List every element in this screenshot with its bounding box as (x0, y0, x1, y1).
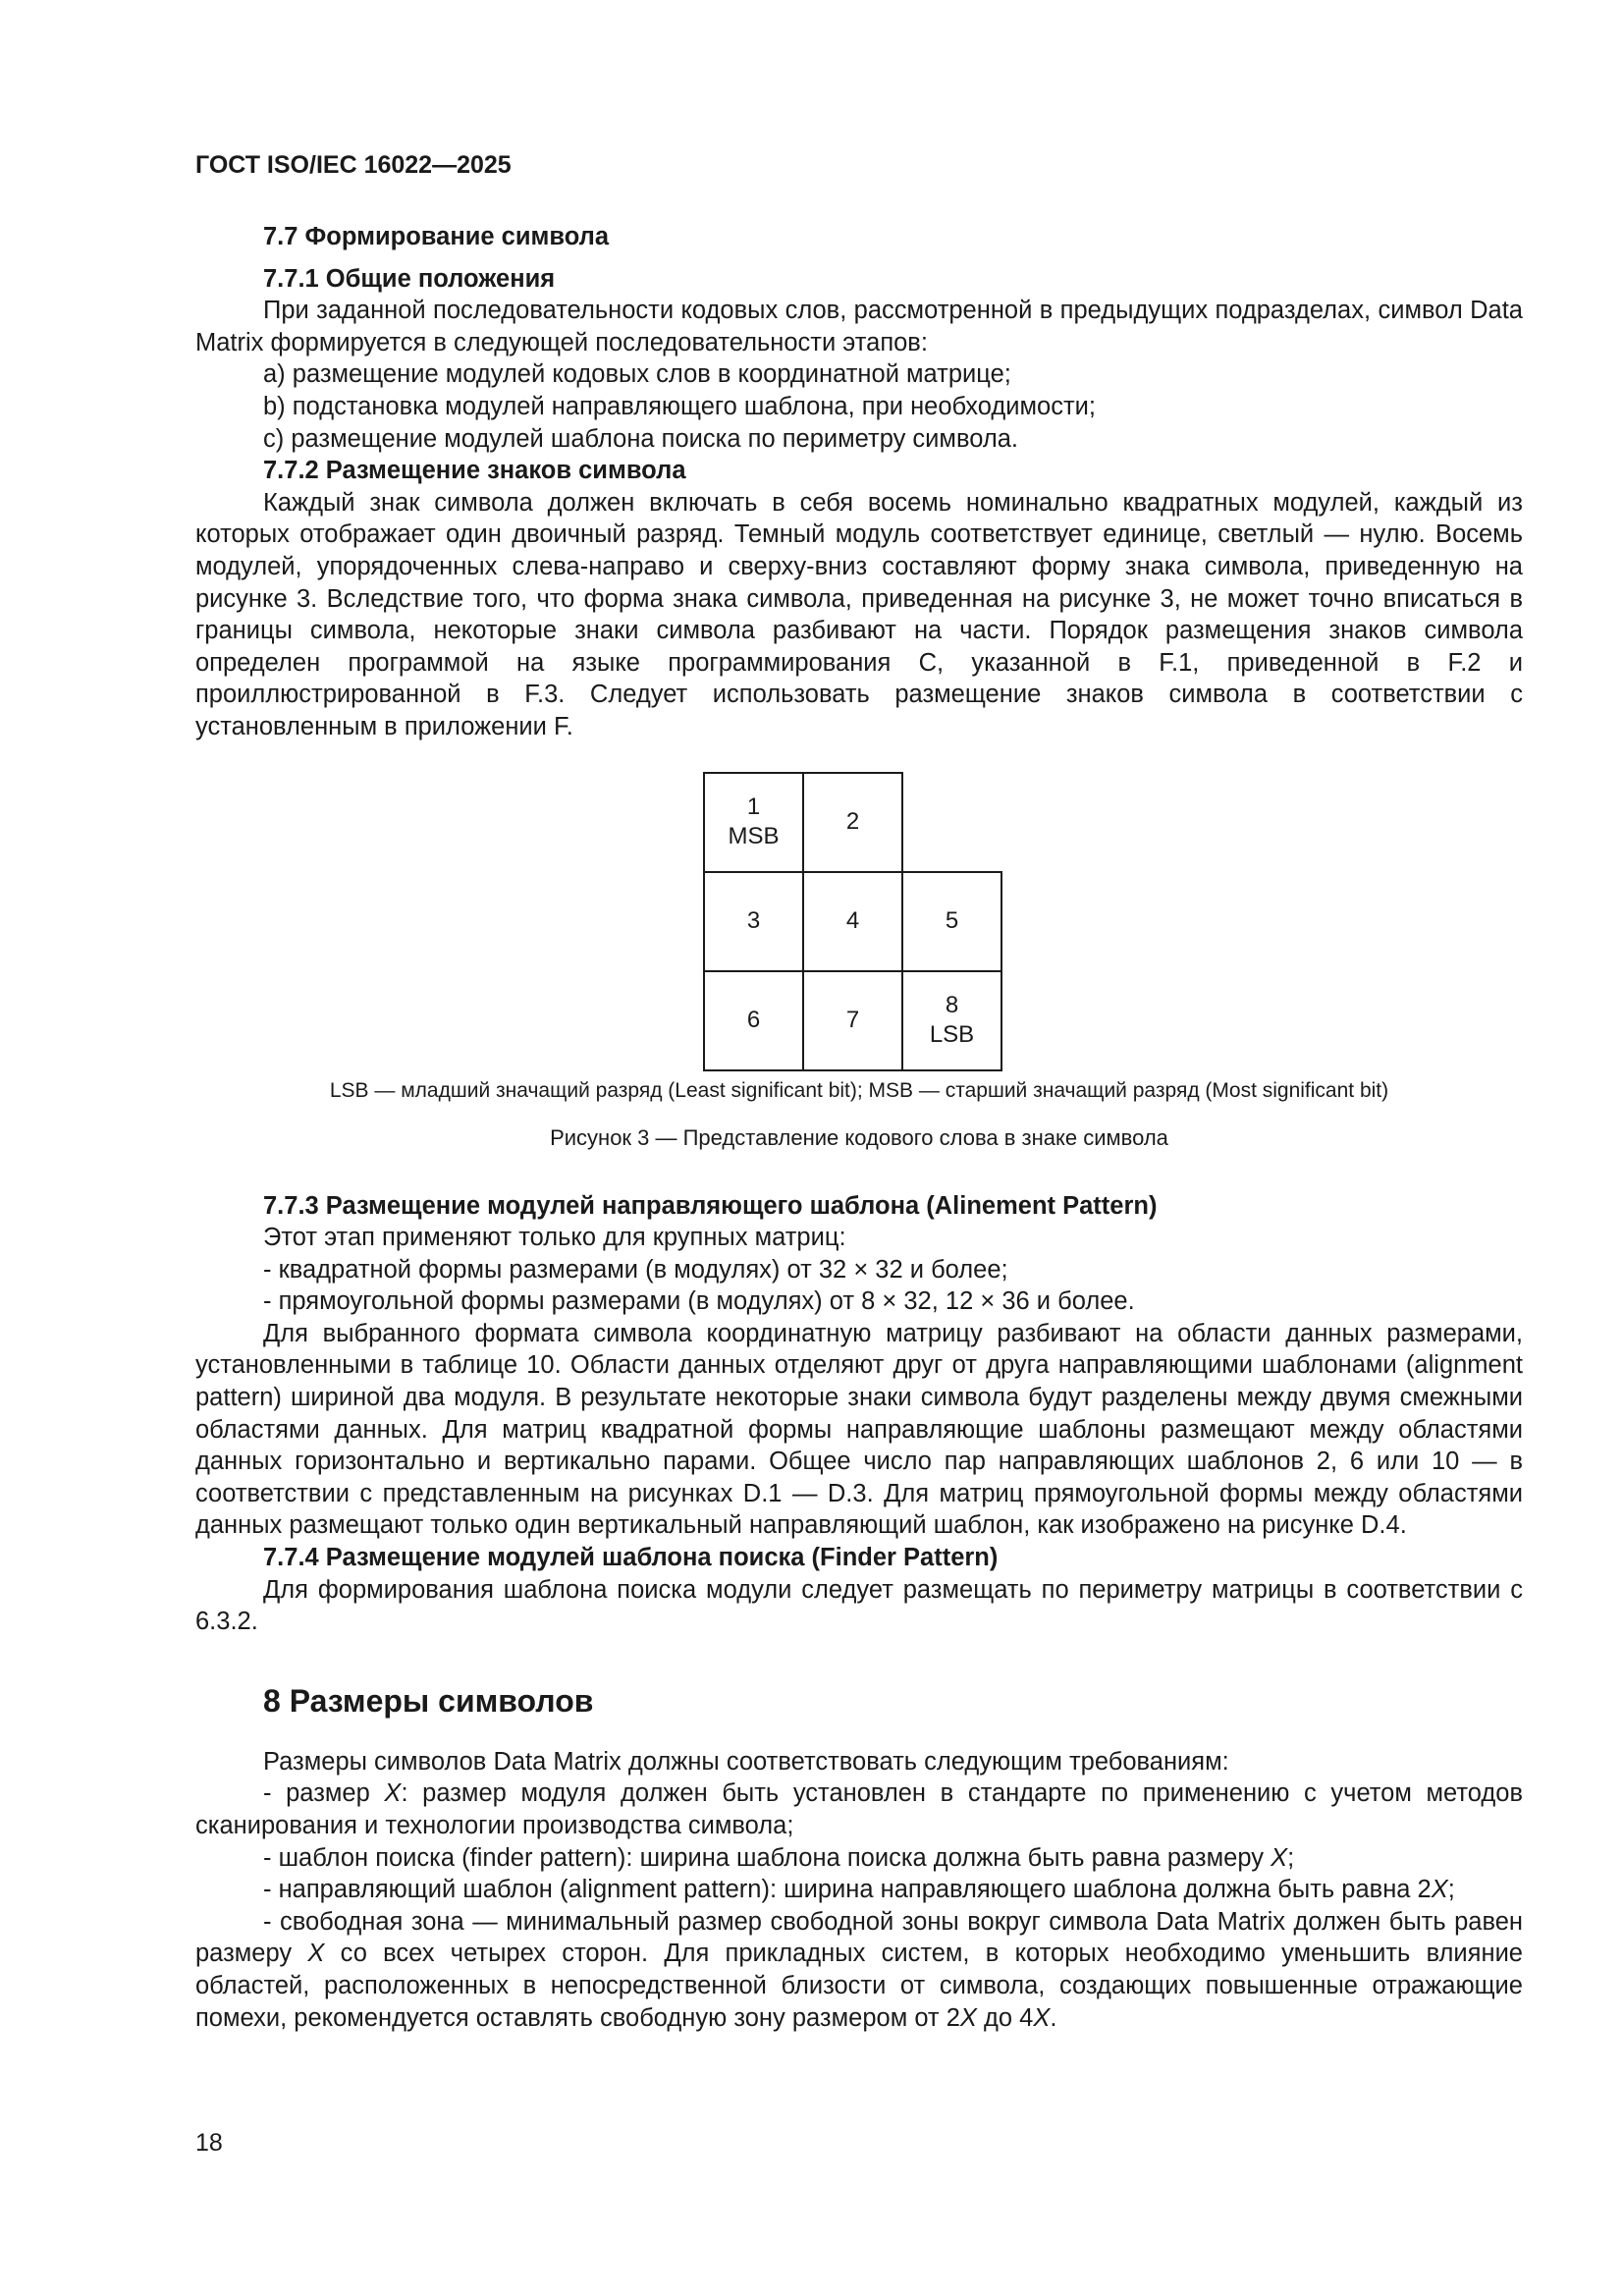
grid-cell-4 (802, 871, 903, 972)
lsb-label: LSB (929, 1021, 975, 1048)
requirement-alignment-pattern: - направляющий шаблон (alignment pattern): ширина направляющего шаблона должна быть равна 2X; (263, 1876, 1455, 1904)
figure-3 (195, 743, 1523, 1190)
section-7-7-3-heading: 7.7.3 Размещение модулей направляющего шаблона (Alinement Pattern) (263, 1191, 1158, 1220)
cell-number: 6 (746, 1007, 761, 1033)
list-item-a: а) размещение модулей кодовых слов в координатной матрице; (263, 360, 1011, 389)
list-item-b: b) подстановка модулей направляющего шаблона, при необходимости; (263, 392, 1096, 420)
section-8-heading: 8 Размеры символов (263, 1682, 594, 1719)
page-number: 18 (195, 2129, 223, 2157)
cell-number: 4 (845, 907, 860, 934)
section-7-7-2-paragraph: Каждый знак символа должен включать в себя восемь номинально квадратных модулей, каждый из которых отображает один двоичный разряд. Темный модуль соответствует единице, светлый — нулю. Восемь модулей, упорядоченных слева-направо и сверху-вниз составляют форму знака символа, приведенную на рисунке 3. Вследствие того, что форма знака символа, приведенная на рисунке 3, не может точно вписаться в границы символа, некоторые знаки символа разбивают на части. Порядок размещения знаков символа определен программой на языке программирования С, указанной в F.1, приведенной в F.2 и проиллюстрированной в F.3. Следует использовать размещение знаков символа в соответствии с установленным в приложении F. (195, 488, 1523, 740)
cell-number: 5 (945, 907, 959, 934)
section-7-7-1-paragraph: При заданной последовательности кодовых слов, рассмотренной в предыдущих подразделах, символ Data Matrix формируется в следующей последовательности этапов: (195, 297, 1523, 356)
section-8-intro: Размеры символов Data Matrix должны соответствовать следующим требованиям: (263, 1747, 1229, 1776)
cell-number: 3 (746, 907, 761, 934)
codeword-grid (703, 772, 1006, 1075)
requirement-quiet-zone: - свободная зона — минимальный размер свободной зоны вокруг символа Data Matrix должен быть равен размеру X со всех четырех сторон. Для прикладных систем, в которых необходимо уменьшить влияние областей, расположенных в непосредственной близости от символа, создающих повышенные отражающие помехи, рекомендуется оставлять свободную зону размером от 2X до 4X. (195, 1907, 1523, 2032)
list-item-rectangular: - прямоугольной формы размерами (в модулях) от 8 × 32, 12 × 36 и более. (263, 1287, 1135, 1316)
grid-cell-8 (901, 970, 1002, 1071)
grid-cell-1 (703, 772, 804, 873)
list-item-square: - квадратной формы размерами (в модулях) от 32 × 32 и более; (263, 1255, 1008, 1284)
grid-cell-6 (703, 970, 804, 1071)
section-7-7-1-heading: 7.7.1 Общие положения (263, 264, 556, 293)
figure-note: LSB — младший значащий разряд (Least significant bit); MSB — старший значащий разряд (Most significant bit) (329, 1078, 1389, 1102)
section-7-7-4-heading: 7.7.4 Размещение модулей шаблона поиска (Finder Pattern) (263, 1544, 999, 1572)
requirement-finder-pattern: - шаблон поиска (finder pattern): ширина шаблона поиска должна быть равна размеру X; (263, 1843, 1295, 1872)
grid-cell-7 (802, 970, 903, 1071)
section-7-7-4-paragraph: Для формирования шаблона поиска модули следует размещать по периметру матрицы в соответствии с 6.3.2. (195, 1575, 1523, 1636)
cell-number: 7 (845, 1007, 860, 1033)
section-7-7-heading: 7.7 Формирование символа (263, 223, 610, 250)
cell-number: 2 (845, 808, 860, 835)
cell-number: 1 (746, 793, 761, 820)
grid-cell-3 (703, 871, 804, 972)
msb-label: MSB (728, 823, 780, 849)
document-body (195, 221, 1523, 2034)
section-7-7-2-heading: 7.7.2 Размещение знаков символа (263, 457, 686, 485)
section-7-7-3-intro: Этот этап применяют только для крупных матриц: (263, 1224, 846, 1252)
requirement-x-size: - размер X: размер модуля должен быть установлен в стандарте по применению с учетом методов сканирования и технологии производства символа; (195, 1779, 1523, 1839)
grid-cell-5 (901, 871, 1002, 972)
list-item-c: с) размещение модулей шаблона поиска по периметру символа. (263, 424, 1018, 453)
figure-caption: Рисунок 3 — Представление кодового слова в знаке символа (550, 1124, 1168, 1150)
section-7-7-3-paragraph: Для выбранного формата символа координатную матрицу разбивают на области данных размерами, установленными в таблице 10. Области данных отделяют друг от друга направляющими шаблонами (alignment pattern) шириной два модуля. В результате некоторые знаки символа будут разделены между двумя смежными областями данных. Для матриц квадратной формы направляющие шаблоны размещают между областями данных горизонтально и вертикально парами. Общее число пар направляющих шаблонов 2, 6 или 10 — в соответствии с представленным на рисунках D.1 — D.3. Для матриц прямоугольной формы между областями данных размещают только один вертикальный направляющий шаблон, как изображено на рисунке D.4. (195, 1319, 1523, 1540)
grid-cell-2 (802, 772, 903, 873)
document-header: ГОСТ ISO/IEC 16022—2025 (195, 151, 512, 179)
cell-number: 8 (945, 992, 959, 1018)
